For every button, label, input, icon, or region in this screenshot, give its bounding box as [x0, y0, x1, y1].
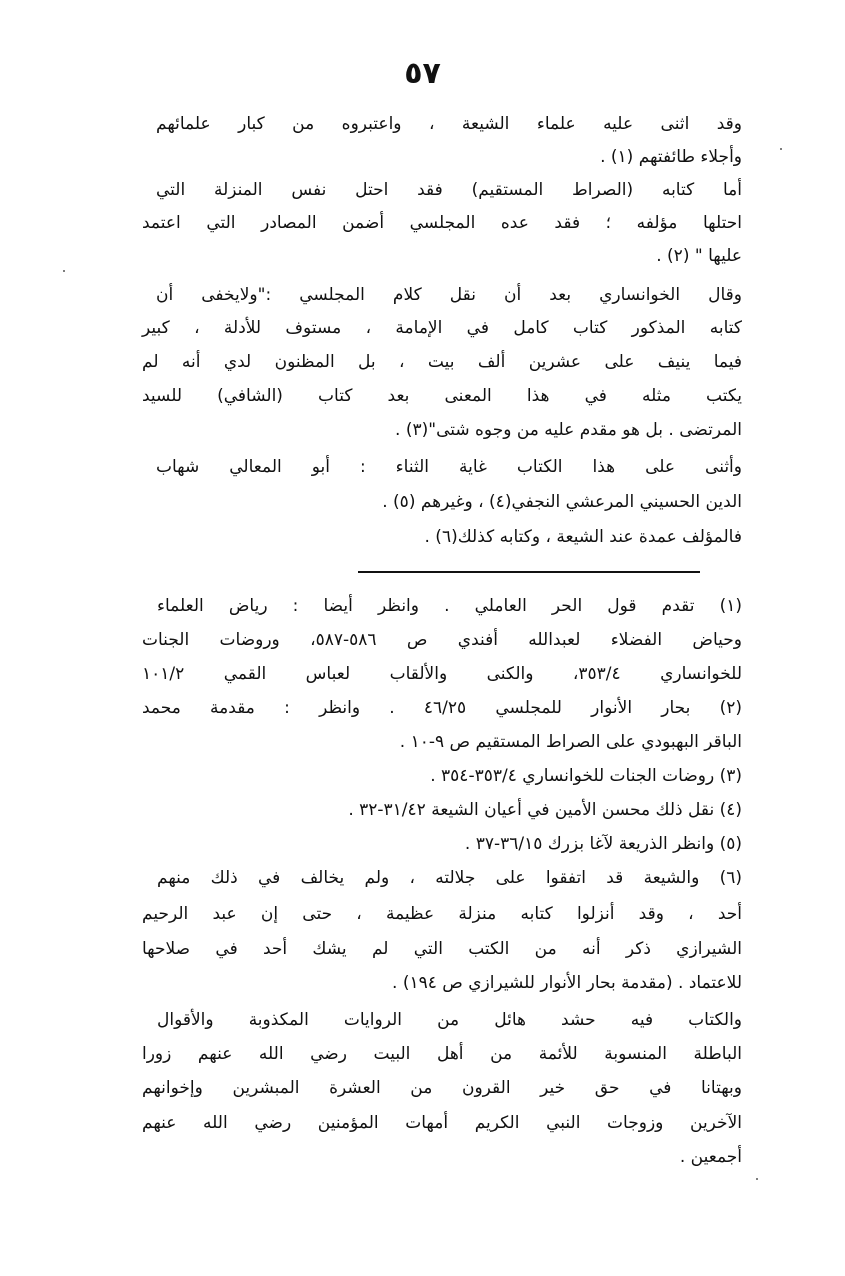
footnote-line: للاعتماد . (مقدمة بحار الأنوار للشيرازي ص ١٩٤) .	[392, 973, 742, 993]
footnote-separator	[358, 571, 700, 573]
body-line: وأثنى على هذا الكتاب غاية الثناء : أبو المعالي شهاب	[156, 457, 742, 477]
body-line: أما كتابه (الصراط المستقيم) فقد احتل نفس المنزلة التي	[156, 180, 742, 200]
body-line: احتلها مؤلفه ؛ فقد عده المجلسي أضمن المصادر التي اعتمد	[142, 213, 742, 233]
footnote-line: والكتاب فيه حشد هائل من الروايات المكذوبة والأقوال	[157, 1010, 742, 1030]
body-line: وقال الخوانساري بعد أن نقل كلام المجلسي :"ولايخفى أن	[156, 285, 742, 305]
footnote-line: الآخرين وزوجات النبي الكريم أمهات المؤمنين رضي الله عنهم	[142, 1113, 742, 1133]
scan-speck	[780, 148, 782, 150]
body-line: يكتب مثله في هذا المعنى بعد كتاب (الشافي) للسيد	[142, 386, 742, 406]
body-line: فيما ينيف على عشرين ألف بيت ، بل المظنون لدي أنه لم	[142, 352, 742, 372]
footnote-line: أحد ، وقد أنزلوا كتابه منزلة عظيمة ، حتى إن عبد الرحيم	[142, 904, 742, 924]
footnote-line: وبهتانا في حق خير القرون من العشرة المبشرين وإخوانهم	[142, 1078, 742, 1098]
page-number: ٥٧	[404, 56, 441, 91]
body-line: وأجلاء طائفتهم (١) .	[600, 147, 742, 167]
scan-speck	[756, 1178, 758, 1180]
footnote-line: (٤) نقل ذلك محسن الأمين في أعيان الشيعة ٣١/٤٢-٣٢ .	[348, 800, 742, 820]
body-line: فالمؤلف عمدة عند الشيعة ، وكتابه كذلك(٦) .	[424, 527, 742, 547]
footnote-line: الباطلة المنسوبة للأئمة من أهل البيت رضي الله عنهم زورا	[142, 1044, 742, 1064]
body-line: وقد اثنى عليه علماء الشيعة ، واعتبروه من كبار علمائهم	[156, 114, 742, 134]
footnote-line: وحياض الفضلاء لعبدالله أفندي ص ٥٨٦-٥٨٧، وروضات الجنات	[142, 630, 743, 650]
scan-speck	[63, 270, 65, 272]
body-line: عليها " (٢) .	[656, 246, 742, 266]
body-line: كتابه المذكور كتاب كامل في الإمامة ، مستوف للأدلة ، كبير	[142, 318, 742, 338]
body-line: المرتضى . بل هو مقدم عليه من وجوه شتى"(٣) .	[395, 420, 742, 440]
footnote-line: (٥) وانظر الذريعة لآغا بزرك ٣٦/١٥-٣٧ .	[464, 834, 742, 854]
footnote-line: (٦) والشيعة قد اتفقوا على جلالته ، ولم يخالف في ذلك منهم	[157, 868, 742, 888]
footnote-line: الشيرازي ذكر أنه من الكتب التي لم يشك أحد في صلاحها	[142, 939, 742, 959]
body-line: الدين الحسيني المرعشي النجفي(٤) ، وغيرهم (٥) .	[382, 492, 742, 512]
footnote-line: للخوانساري ٣٥٣/٤، والكنى والألقاب لعباس القمي ١٠١/٢	[142, 664, 742, 684]
footnote-line: (٣) روضات الجنات للخوانساري ٣٥٣/٤-٣٥٤ .	[430, 766, 742, 786]
footnote-line: (١) تقدم قول الحر العاملي . وانظر أيضا : رياض العلماء	[157, 596, 742, 616]
footnote-line: أجمعين .	[679, 1147, 742, 1167]
footnote-line: (٢) بحار الأنوار للمجلسي ٤٦/٢٥ . وانظر : مقدمة محمد	[142, 698, 742, 718]
footnote-line: الباقر البهبودي على الصراط المستقيم ص ٩-١٠ .	[399, 732, 742, 752]
